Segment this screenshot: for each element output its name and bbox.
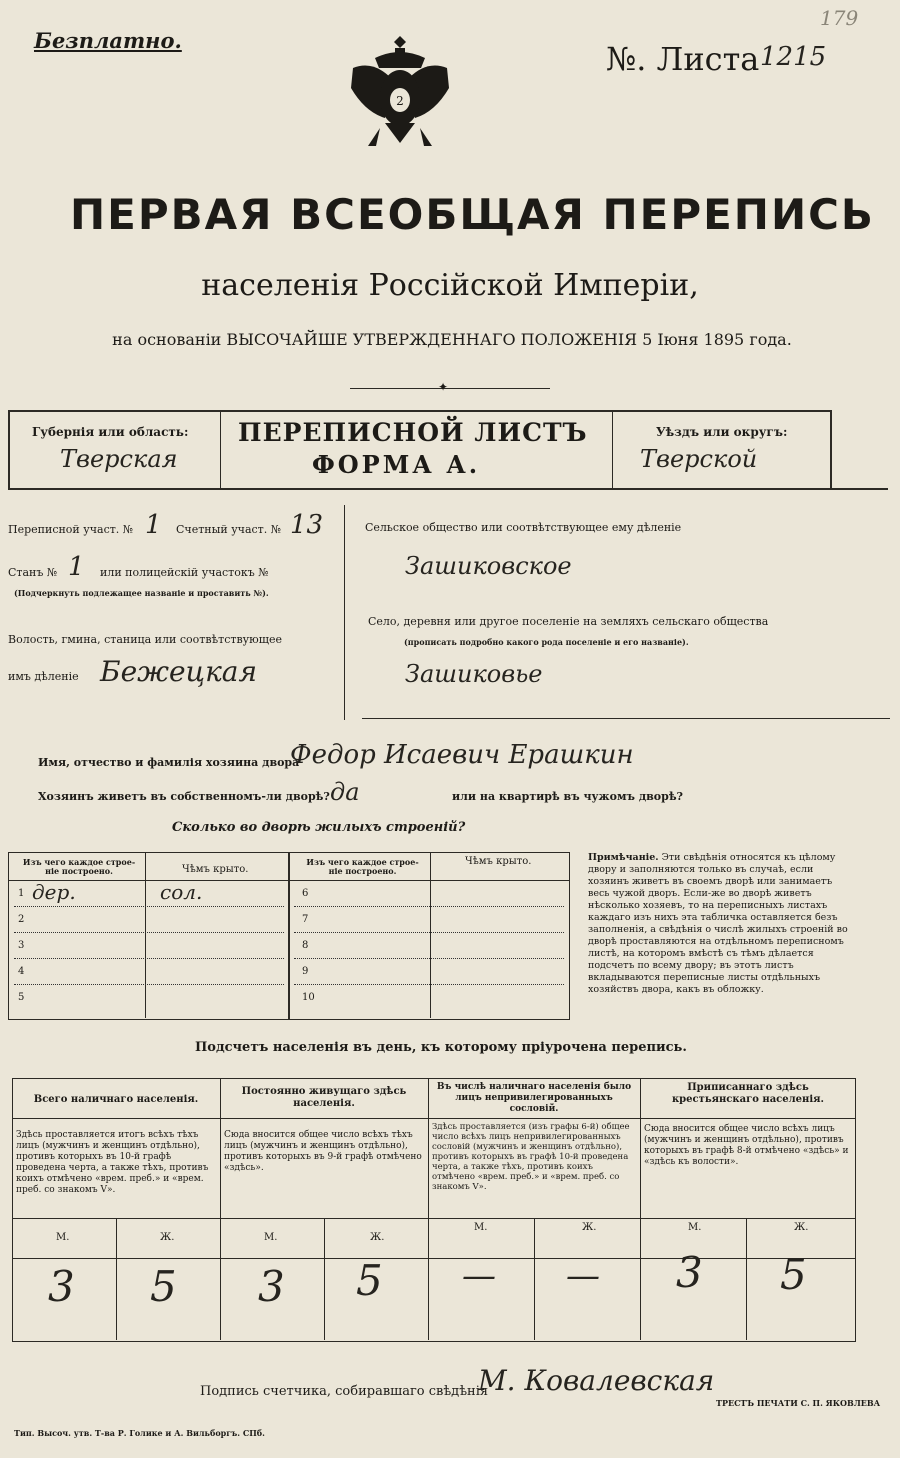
note-block: [588, 852, 850, 996]
uezd-label: Уѣздъ или округъ:: [656, 425, 788, 439]
buildings-col-roof-right: Чѣмъ крыто.: [465, 856, 532, 867]
divider-mid1: [220, 410, 221, 488]
count-mf-split: [534, 1218, 535, 1340]
subtitle: населенія Россійской Имперіи,: [201, 268, 699, 303]
building-row-material: дер.: [32, 880, 76, 904]
count-mf-split: [746, 1218, 747, 1340]
fields-bottom-line: [362, 718, 890, 719]
count-col-head: Всего наличнаго населенія.: [33, 1094, 199, 1105]
count-f-label: Ж.: [160, 1232, 175, 1243]
print-right: ТРЕСТЪ ПЕЧАТИ С. П. ЯКОВЛЕВА: [716, 1398, 881, 1408]
buildings-table-right: [288, 852, 570, 1020]
schetny-value: 13: [290, 510, 324, 540]
row-rule: [294, 932, 564, 933]
note-text: Эти свѣдѣнія относятся къ цѣлому двору и заполняются только въ случаѣ, если хозяинъ живетъ въ своемъ дворѣ или занимаетъ весь чужой дворъ. Если-же во дворѣ живетъ нѣсколько хозяевъ, то на переписныхъ листахъ каждаго изъ нихъ эта табличка оставляется безъ заполненія, а свѣдѣнія о числѣ жилыхъ строеній во дворѣ проставляются на отдѣльномъ переписномъ листѣ, на которомъ вмѣстѣ съ тѣмъ дѣлается подсчетъ по всему двору; въ этотъ листъ вкладываются переписные листы отдѣльныхъ хозяйствъ двора, какъ въ обложку.: [588, 852, 848, 995]
count-col-desc: Сюда вносится общее число всѣхъ тѣхъ лицъ (мужчинъ и женщинъ отдѣльно), противъ которыхъ въ 9-й графѣ отмѣчено «здѣсь».: [224, 1130, 422, 1173]
count-mf-split: [324, 1218, 325, 1340]
building-row-number: 3: [18, 940, 25, 951]
imperial-eagle-emblem: [345, 28, 455, 158]
row-rule: [14, 932, 284, 933]
owner-name-label: Имя, отчество и фамилія хозяина двора: [38, 756, 300, 769]
owner-lives-label: Хозяинъ живетъ въ собственномъ-ли дворѣ?: [38, 790, 330, 803]
buildings-question: Сколько во дворѣ жилыхъ строеній?: [172, 820, 466, 835]
building-row-number: 1: [18, 888, 25, 899]
buildings-col-roof: Чѣмъ крыто.: [182, 864, 249, 875]
gubernia-label: Губернія или область:: [32, 425, 189, 439]
building-row-number: 8: [302, 940, 309, 951]
divider-right: [830, 410, 832, 488]
count-col-desc: Здѣсь проставляется (изъ графы 6-й) общее число всѣхъ лицъ непривилегированныхъ сословій (мужчинъ и женщинъ отдѣльно), противъ которыхъ въ графѣ 10-й проведена черта, а также тѣхъ, противъ коихъ отмѣчено «врем. преб.» и «врем. преб. со знакомъ V».: [432, 1122, 630, 1192]
corner-mark: 179: [820, 6, 859, 30]
row-rule: [294, 958, 564, 959]
owner-lives-value: да: [330, 778, 360, 806]
building-row-roof: сол.: [160, 880, 203, 904]
print-left: Тип. Высоч. утв. Т-ва Р. Голике и А. Вильборгъ. СПб.: [14, 1428, 265, 1438]
count-f-label: Ж.: [370, 1232, 385, 1243]
row-rule: [14, 984, 284, 985]
count-col-head: Въ числѣ наличнаго населенія было лицъ непривилегированныхъ сословій.: [436, 1082, 632, 1114]
free-label: Безплатно.: [34, 28, 182, 53]
buildings-col-material-right: Изъ чего каждое строе- ніе построено.: [306, 857, 419, 876]
stan-value: 1: [68, 552, 85, 582]
buildings-left-col-line: [145, 852, 146, 1018]
count-col-head: Приписаннаго здѣсь крестьянскаго населенія.: [671, 1082, 825, 1105]
obshchestvo-label: Сельское общество или соотвѣтствующее ему дѣленіе: [365, 521, 682, 534]
count-col-head: Постоянно живущаго здѣсь населенія.: [241, 1086, 407, 1109]
buildings-right-head-line: [288, 880, 570, 881]
owner-name-value: Федор Исаевич Ерашкин: [290, 740, 634, 770]
count-f-value: 5: [356, 1256, 383, 1305]
sheet-number-label: №. Листа: [606, 40, 760, 78]
form-name: ФОРМА А.: [312, 450, 481, 479]
count-title: Подсчетъ населенія въ день, къ которому пріурочена перепись.: [195, 1040, 687, 1055]
volost-label: Волость, гмина, станица или соотвѣтствующее: [8, 633, 282, 646]
count-col-desc: Сюда вносится общее число всѣхъ лицъ (мужчинъ и женщинъ отдѣльно), противъ которыхъ въ графѣ 8-й отмѣчено «здѣсь» и «здѣсь къ волости».: [644, 1124, 849, 1167]
selo-label: Село, деревня или другое поселеніе на земляхъ сельскаго общества: [368, 615, 769, 628]
count-desc-line: [12, 1218, 856, 1219]
building-row-number: 2: [18, 914, 25, 925]
uchastok-label: Переписной участ. №: [8, 523, 134, 536]
count-mf-split: [116, 1218, 117, 1340]
count-m-value: 3: [258, 1262, 285, 1311]
count-m-label: М.: [688, 1222, 702, 1233]
building-row-number: 6: [302, 888, 309, 899]
ornament-divider: [350, 388, 550, 389]
count-m-value: 3: [48, 1262, 75, 1311]
gubernia-value: Тверская: [60, 445, 178, 473]
count-f-value: 5: [780, 1250, 807, 1299]
row-rule: [294, 984, 564, 985]
signature-value: М. Ковалевская: [478, 1364, 715, 1397]
count-m-value: —: [462, 1256, 496, 1296]
obshchestvo-value: Зашиковское: [405, 552, 572, 580]
count-mf-line: [12, 1258, 856, 1259]
police-label: или полицейскій участокъ №: [100, 566, 269, 579]
volost-value: Бежецкая: [100, 655, 258, 688]
count-f-value: 5: [150, 1262, 177, 1311]
fields-divider: [344, 505, 345, 720]
stan-label: Станъ №: [8, 566, 58, 579]
police-hint: (Подчеркнуть подлежащее названіе и проставить №).: [14, 588, 269, 598]
schetny-label: Счетный участ. №: [176, 523, 282, 536]
divider-left: [8, 410, 10, 488]
count-f-label: Ж.: [794, 1222, 809, 1233]
building-row-number: 4: [18, 966, 25, 977]
selo-hint: (прописать подробно какого рода поселеніе и его названіе).: [404, 637, 689, 647]
apartment-label: или на квартирѣ въ чужомъ дворѣ?: [452, 790, 683, 803]
sheet-number-value: 1215: [760, 42, 827, 72]
buildings-right-col-line: [430, 852, 431, 1018]
legal-basis: на основаніи ВЫСОЧАЙШЕ УТВЕРЖДЕННАГО ПОЛОЖЕНІЯ 5 Іюня 1895 года.: [112, 330, 792, 349]
building-row-number: 7: [302, 914, 309, 925]
count-f-value: —: [566, 1256, 600, 1296]
row-rule: [294, 906, 564, 907]
uchastok-value: 1: [145, 510, 162, 540]
count-m-label: М.: [474, 1222, 488, 1233]
row-rule: [14, 958, 284, 959]
sheet-title: ПЕРЕПИСНОЙ ЛИСТЪ: [238, 418, 588, 447]
count-head-line: [12, 1118, 856, 1119]
buildings-col-material: Изъ чего каждое строе- ніе построено.: [22, 857, 136, 876]
count-m-value: 3: [676, 1248, 703, 1297]
building-row-number: 5: [18, 992, 25, 1003]
signature-label: Подпись счетчика, собиравшаго свѣдѣнія: [200, 1384, 489, 1399]
note-label: Примѣчаніе.: [588, 852, 659, 863]
uezd-value: Тверской: [640, 445, 758, 473]
volost-label-2: имъ дѣленіе: [8, 670, 79, 683]
divider-mid2: [612, 410, 613, 488]
count-col-desc: Здѣсь проставляется итогъ всѣхъ тѣхъ лицъ (мужчинъ и женщинъ отдѣльно), противъ которыхъ въ 10-й графѣ проведена черта, а также тѣхъ, противъ коихъ отмѣчено «врем. преб.» и «врем. преб. со знакомъ V».: [16, 1130, 209, 1195]
row-rule: [14, 906, 284, 907]
main-title: ПЕРВАЯ ВСЕОБЩАЯ ПЕРЕПИСЬ: [70, 190, 875, 239]
buildings-table-left: [8, 852, 290, 1020]
count-f-label: Ж.: [582, 1222, 597, 1233]
count-m-label: М.: [264, 1232, 278, 1243]
ornament-glyph: ✦: [438, 380, 449, 394]
divider-top: [8, 410, 830, 412]
svg-text:2: 2: [396, 94, 404, 108]
count-m-label: М.: [56, 1232, 70, 1243]
selo-value: Зашиковье: [405, 660, 543, 688]
building-row-number: 9: [302, 966, 309, 977]
divider-bottom: [8, 488, 888, 490]
building-row-number: 10: [302, 992, 315, 1003]
